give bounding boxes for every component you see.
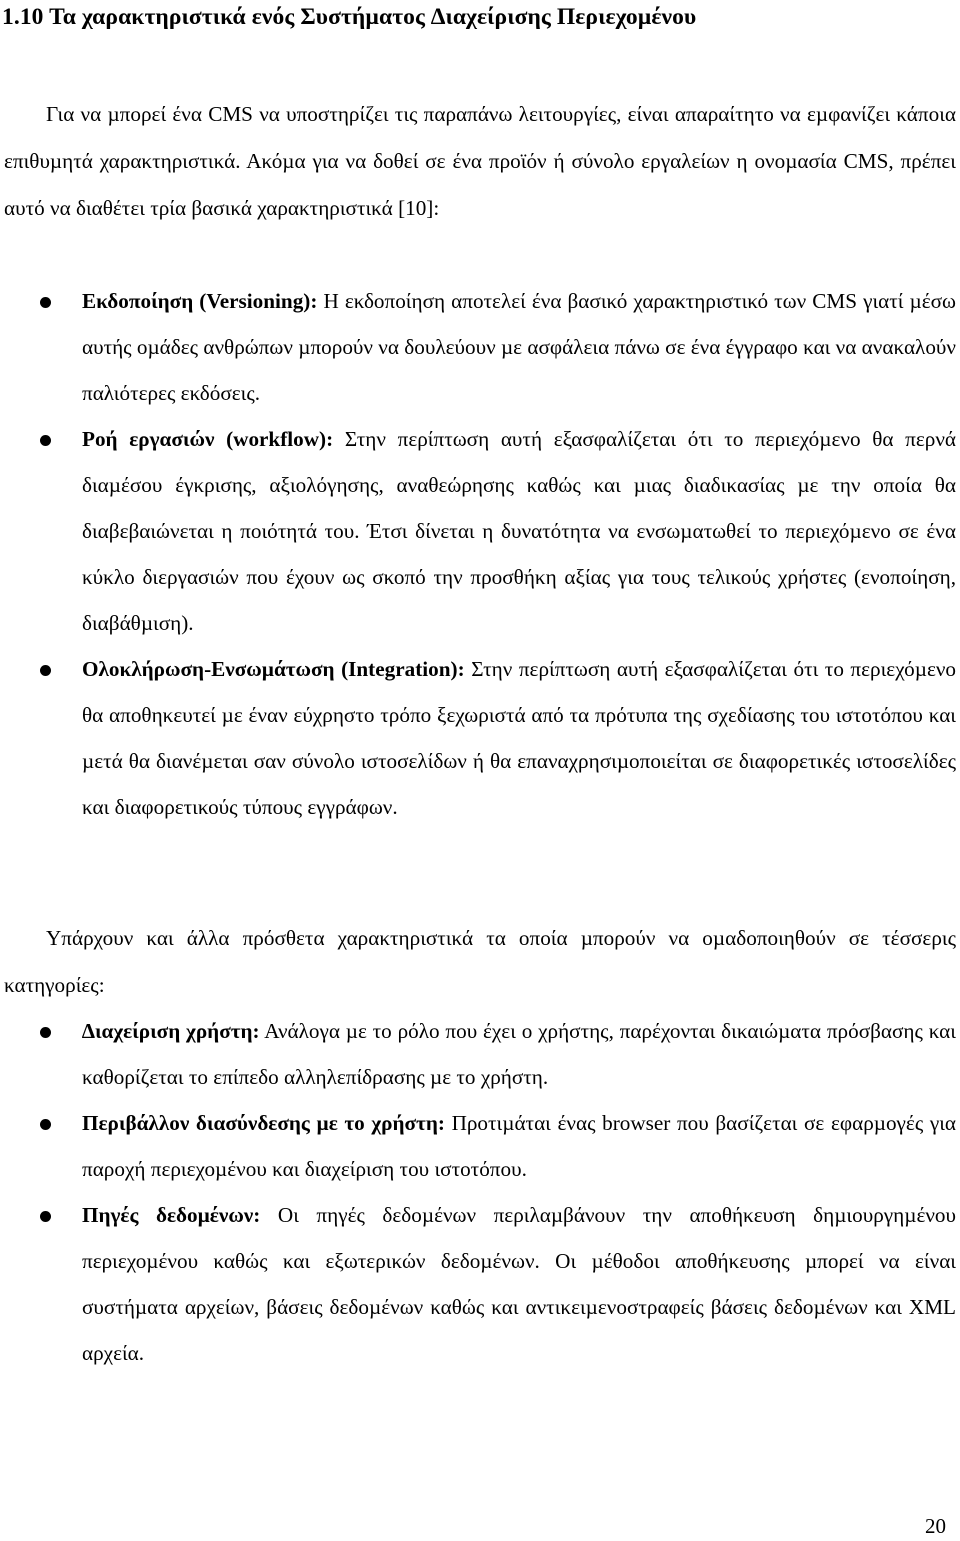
categories-list <box>0 1008 960 1376</box>
basic-features-list <box>0 278 960 830</box>
item-term: Ροή εργασιών (workflow): <box>82 427 334 451</box>
list-item <box>0 646 960 830</box>
intro-paragraph: Για να µπορεί ένα CMS να υποστηρίζει τις παραπάνω λειτουργίες, είναι απαραίτητο να εµφανίζει κάποια επιθυµητά χαρακτηριστικά. Ακόµα για να δοθεί σε ένα προϊόν ή σύνολο εργαλείων η ονοµασία CMS, πρέπει αυτό να διαθέτει τρία βασικά χαρακτηριστικά [10]: <box>4 102 956 220</box>
list-item <box>0 1100 960 1192</box>
bullet-icon <box>40 1211 51 1222</box>
item-text: Προτιµάται ένας browser που βασίζεται σε εφαρµογές για παροχή περιεχοµένου και διαχείριση του ιστοτόπου. <box>82 1111 957 1181</box>
item-text: Στην περίπτωση αυτή εξασφαλίζεται ότι το περιεχόµενο θα αποθηκευτεί µε έναν εύχρηστο τρόπο ξεχωριστά από τα πρότυπα της σχεδίασης του ιστοτόπου και µετά θα διανέµεται σαν σύνολο ιστοσελίδων ή θα επαναχρησιµοποιείται σε διαφορετικές ιστοσελίδες και διαφορετικούς τύπους εγγράφων. <box>82 657 957 819</box>
item-text: Στην περίπτωση αυτή εξασφαλίζεται ότι το περιεχόµενο θα περνά διαµέσου έγκρισης, αξιολόγησης, αναθεώρησης καθώς και µιας διαδικασίας µε την οποία θα διαβεβαιώνεται η ποιότητά του. Έτσι δίνεται η δυνατότητα να ενσωµατωθεί το περιεχόµενο σε ένα κύκλο διεργασιών που έχουν ως σκοπό την προσθήκη αξίας για τους τελικούς χρήστες (ενοποίηση, διαβάθµιση). <box>82 427 956 635</box>
bullet-icon <box>40 665 51 676</box>
section-heading: 1.10 Τα χαρακτηριστικά ενός Συστήµατος ∆ιαχείρισης Περιεχοµένου <box>2 4 697 30</box>
item-term: Πηγές δεδοµένων: <box>82 1203 261 1227</box>
bullet-icon <box>40 435 51 446</box>
list-item <box>0 1008 960 1100</box>
item-text: Ανάλογα µε το ρόλο που έχει ο χρήστης, παρέχονται δικαιώµατα πρόσβασης και καθορίζεται το επίπεδο αλληλεπίδρασης µε το χρήστη. <box>82 1019 956 1089</box>
item-term: Περιβάλλον διασύνδεσης µε το χρήστη: <box>82 1111 445 1135</box>
list-item <box>0 416 960 646</box>
item-term: Εκδοποίηση (Versioning): <box>82 289 318 313</box>
item-term: Ολοκλήρωση-Ενσωµάτωση (Integration): <box>82 657 465 681</box>
bullet-icon <box>40 297 51 308</box>
additional-paragraph: Υπάρχουν και άλλα πρόσθετα χαρακτηριστικά τα οποία µπορούν να οµαδοποιηθούν σε τέσσερις κατηγορίες: <box>4 926 956 997</box>
item-text: Η εκδοποίηση αποτελεί ένα βασικό χαρακτηριστικό των CMS γιατί µέσω αυτής οµάδες ανθρώπων µπορούν να δουλεύουν µε ασφάλεια πάνω σε ένα έγγραφο και να ανακαλούν παλιότερες εκδόσεις. <box>82 289 956 405</box>
item-term: ∆ιαχείριση χρήστη: <box>82 1019 260 1043</box>
bullet-icon <box>40 1119 51 1130</box>
list-item <box>0 278 960 416</box>
page-number: 20 <box>925 1514 946 1538</box>
item-text: Οι πηγές δεδοµένων περιλαµβάνουν την αποθήκευση δηµιουργηµένου περιεχοµένου καθώς και εξωτερικών δεδοµένων. Οι µέθοδοι αποθήκευσης µπορεί να είναι συστήµατα αρχείων, βάσεις δεδοµένων καθώς και αντικειµενοστραφείς βάσεις δεδοµένων και XML αρχεία. <box>82 1203 957 1365</box>
list-item <box>0 1192 960 1376</box>
bullet-icon <box>40 1027 51 1038</box>
